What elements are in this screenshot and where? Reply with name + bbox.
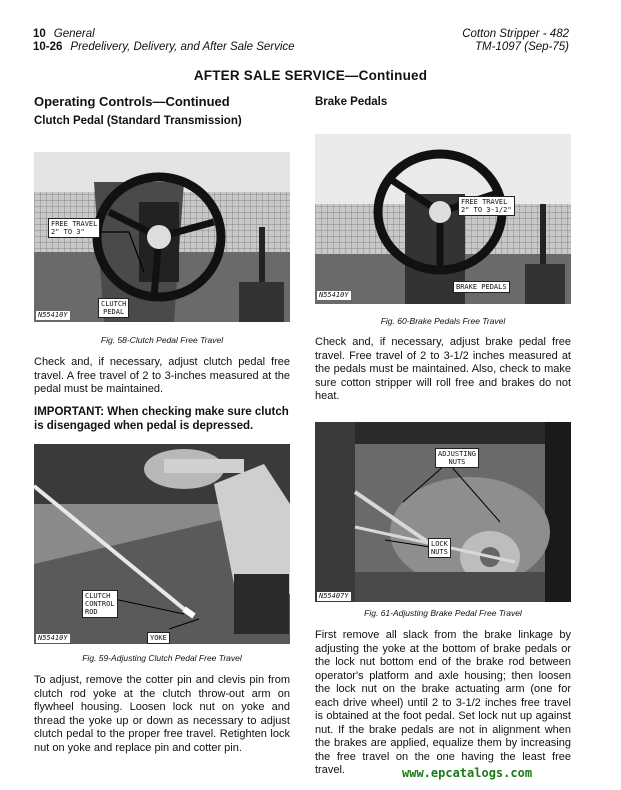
fig58-id: N55410Y	[38, 311, 68, 319]
fig59-caption: Fig. 59-Adjusting Clutch Pedal Free Travel	[82, 653, 242, 663]
fig61-label-lock-nuts	[428, 538, 451, 558]
fig61-label-adj-line1: ADJUSTING	[438, 450, 476, 458]
fig61-label-adj-line2: NUTS	[448, 458, 466, 466]
fig59-label-line2: CONTROL	[85, 600, 115, 608]
fig60-caption: Fig. 60-Brake Pedals Free Travel	[380, 316, 506, 326]
fig60-photo	[315, 134, 571, 304]
clutch-paragraph-2: To adjust, remove the cotter pin and clevis pin from clutch rod yoke at the clutch throw-out arm on flywheel housing. Loosen lock nut on yoke and thread the yoke up or down as necessary to adjust clutch pedal to the proper free travel. Retighten lock nut on yoke and replace pin and cotter pin.	[34, 674, 290, 754]
clutch-paragraph-1: Check and, if necessary, adjust clutch pedal free travel. A free travel of 2 to 3-inches measured at the pedal must be maintained.	[34, 356, 290, 395]
fig58-label-clutch-line1: CLUTCH	[101, 300, 127, 308]
fig61-label-lock-line1: LOCK	[431, 540, 448, 548]
fig61-photo	[315, 422, 571, 602]
fig61-label-adjusting-nuts	[435, 448, 479, 468]
fig58-label-line2: 2" TO 3"	[51, 228, 85, 236]
section-heading: Operating Controls—Continued	[34, 94, 230, 109]
brake-paragraph-2: First remove all slack from the brake linkage by adjusting the yoke at the bottom of brake pedals or the lock nut bottom end of the brake rod between operator's platform and axle housing; then loosen the lock nut on the brake actuating arm (one for each drive wheel) until 2 to 3-1/2 inches free travel is obtained at the foot pedal. Set lock nut up against nut. If the brake pedals are not in alignment when the brakes are applied, equalize them by increasing the free travel on the one having the least free travel.	[315, 629, 571, 776]
fig60-label-line2: 2" TO 3-1/2"	[461, 206, 512, 214]
manual-ref: TM-1097 (Sep-75)	[475, 41, 569, 53]
brake-heading: Brake Pedals	[315, 96, 388, 108]
chapter-name: Predelivery, Delivery, and After Sale Service	[70, 41, 295, 53]
fig61-label-lock-line2: NUTS	[431, 548, 448, 556]
page-number: 10	[33, 28, 46, 40]
fig58-label-clutch-line2: PEDAL	[103, 308, 125, 316]
fig59-label-control-rod	[82, 590, 118, 618]
fig59-label-line1: CLUTCH	[85, 592, 111, 600]
section-name: General	[53, 28, 95, 40]
fig58-caption: Fig. 58-Clutch Pedal Free Travel	[100, 335, 224, 345]
fig60-id: N55410Y	[319, 291, 349, 299]
important-note: IMPORTANT: When checking make sure clutch is disengaged when pedal is depressed.	[34, 406, 289, 432]
header-left-line1	[33, 27, 95, 41]
fig60-label-line1: FREE TRAVEL	[461, 198, 508, 206]
model-name: Cotton Stripper - 482	[462, 28, 569, 40]
brake-paragraph-1: Check and, if necessary, adjust brake pedal free travel. Free travel of 2 to 3-1/2 inches measured at the pedals must be maintained. Also, check to make sure cotton stripper will roll free and brakes do not heat.	[315, 336, 571, 402]
footer-url[interactable]: www.epcatalogs.com	[402, 766, 533, 780]
fig58-label-clutch-pedal	[98, 298, 129, 318]
fig58-label-free-travel	[48, 218, 100, 238]
fig59-label-yoke: YOKE	[147, 632, 170, 644]
fig58-photo	[34, 152, 290, 322]
page-ref: 10-26	[33, 41, 63, 53]
fig59-id: N55410Y	[38, 634, 68, 642]
fig59-illustration	[34, 444, 290, 644]
fig60-label-free-travel	[458, 196, 515, 216]
subheading-clutch: Clutch Pedal (Standard Transmission)	[34, 115, 242, 127]
fig58-label-line1: FREE TRAVEL	[51, 220, 98, 228]
fig60-label-brake-pedals: BRAKE PEDALS	[453, 281, 510, 293]
fig61-id: N55407Y	[319, 592, 349, 600]
fig61-caption: Fig. 61-Adjusting Brake Pedal Free Travel	[364, 608, 522, 618]
fig59-label-line3: ROD	[85, 608, 98, 616]
fig59-photo	[34, 444, 290, 644]
header-left-line2	[33, 40, 295, 54]
fig60-illustration	[315, 134, 571, 304]
page-title: AFTER SALE SERVICE—Continued	[193, 68, 428, 83]
